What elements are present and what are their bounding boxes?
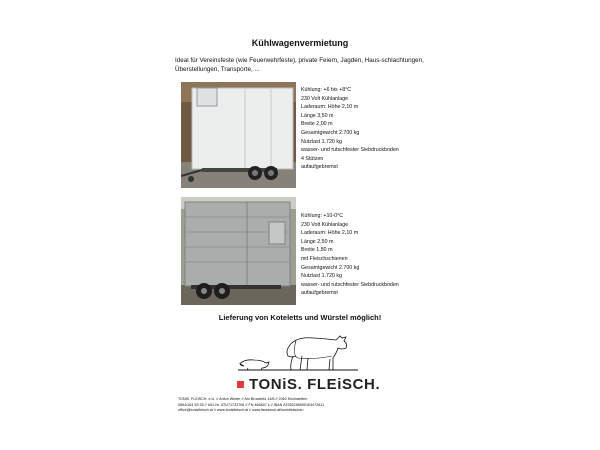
- spec-floor: wasser- und rutschfester Siebdruckboden: [301, 147, 399, 154]
- footer-line-3: office@tonisfleisch.at // www.tonisfleisch.at // www.facebook.at/tonisfleischeu: [178, 408, 304, 413]
- spec-payload: Nutzlast 1.720 kg: [301, 273, 342, 280]
- spec-payload: Nutzlast 1.720 kg: [301, 138, 342, 145]
- spec-brake: aufaufgebremst: [301, 164, 338, 171]
- brand-name: TONiS. FLEiSCH.: [249, 376, 381, 393]
- page-title: Kühlwagenvermietung: [251, 38, 349, 48]
- spec-power: 230 Volt Kühlanlage: [301, 95, 349, 102]
- logo-animals-illustration: [236, 326, 360, 376]
- trailer-photo-1: [181, 82, 296, 188]
- spec-rails: mit Fleischschienen: [301, 255, 348, 262]
- spec-height: Laderaum: Höhe 2,10 m: [301, 104, 359, 111]
- spec-total-weight: Gesamtgewicht 2.700 kg: [301, 129, 360, 136]
- spec-total-weight: Gesamtgewicht 2.700 kg: [301, 264, 360, 271]
- footer-contact: [178, 397, 430, 414]
- delivery-note: Lieferung von Koteletts und Würstel möglich!: [218, 313, 382, 322]
- footer-line-2: 0664/164 55 35 // UID-Nr. ATU71733706 // FN 466847 z // IBAN AT553258500104472611: [178, 402, 325, 407]
- spec-supports: 4 Stützen: [301, 155, 324, 162]
- spec-width: Breite 1,80 m: [301, 247, 333, 254]
- spec-brake: aufaufgebremst: [301, 290, 338, 297]
- trailer-photo-2: [181, 197, 296, 305]
- trailer-1-specs: [301, 86, 399, 172]
- spec-cooling: Kühlung: +10-0°C: [301, 213, 344, 219]
- spec-floor: wasser- und rutschfester Siebdruckboden: [301, 281, 399, 288]
- footer-line-1: TONiS. FLEiSCH. e.U. // Anton Winter // Am Bruckfeld 14/8 // 2062 Kirchstetten: [178, 397, 308, 401]
- spec-length: Länge 3,50 m: [301, 112, 334, 119]
- spec-height: Laderaum: Höhe 2,10 m: [301, 230, 359, 237]
- spec-length: Länge 2,50 m: [301, 238, 334, 245]
- trailer-2-specs: [301, 212, 399, 298]
- spec-width: Breite 2,00 m: [301, 121, 333, 128]
- intro-text: Ideal für Vereinsfeste (wie Feuerwehrfeste), private Feiern, Jagden, Haus-schlachtungen, Überstellungen, Transporte, ...: [175, 57, 424, 73]
- spec-power: 230 Volt Kühlanlage: [301, 221, 349, 228]
- spec-cooling: Kühlung: +6 bis +8°C: [301, 87, 352, 93]
- brand-square-icon: [237, 381, 244, 388]
